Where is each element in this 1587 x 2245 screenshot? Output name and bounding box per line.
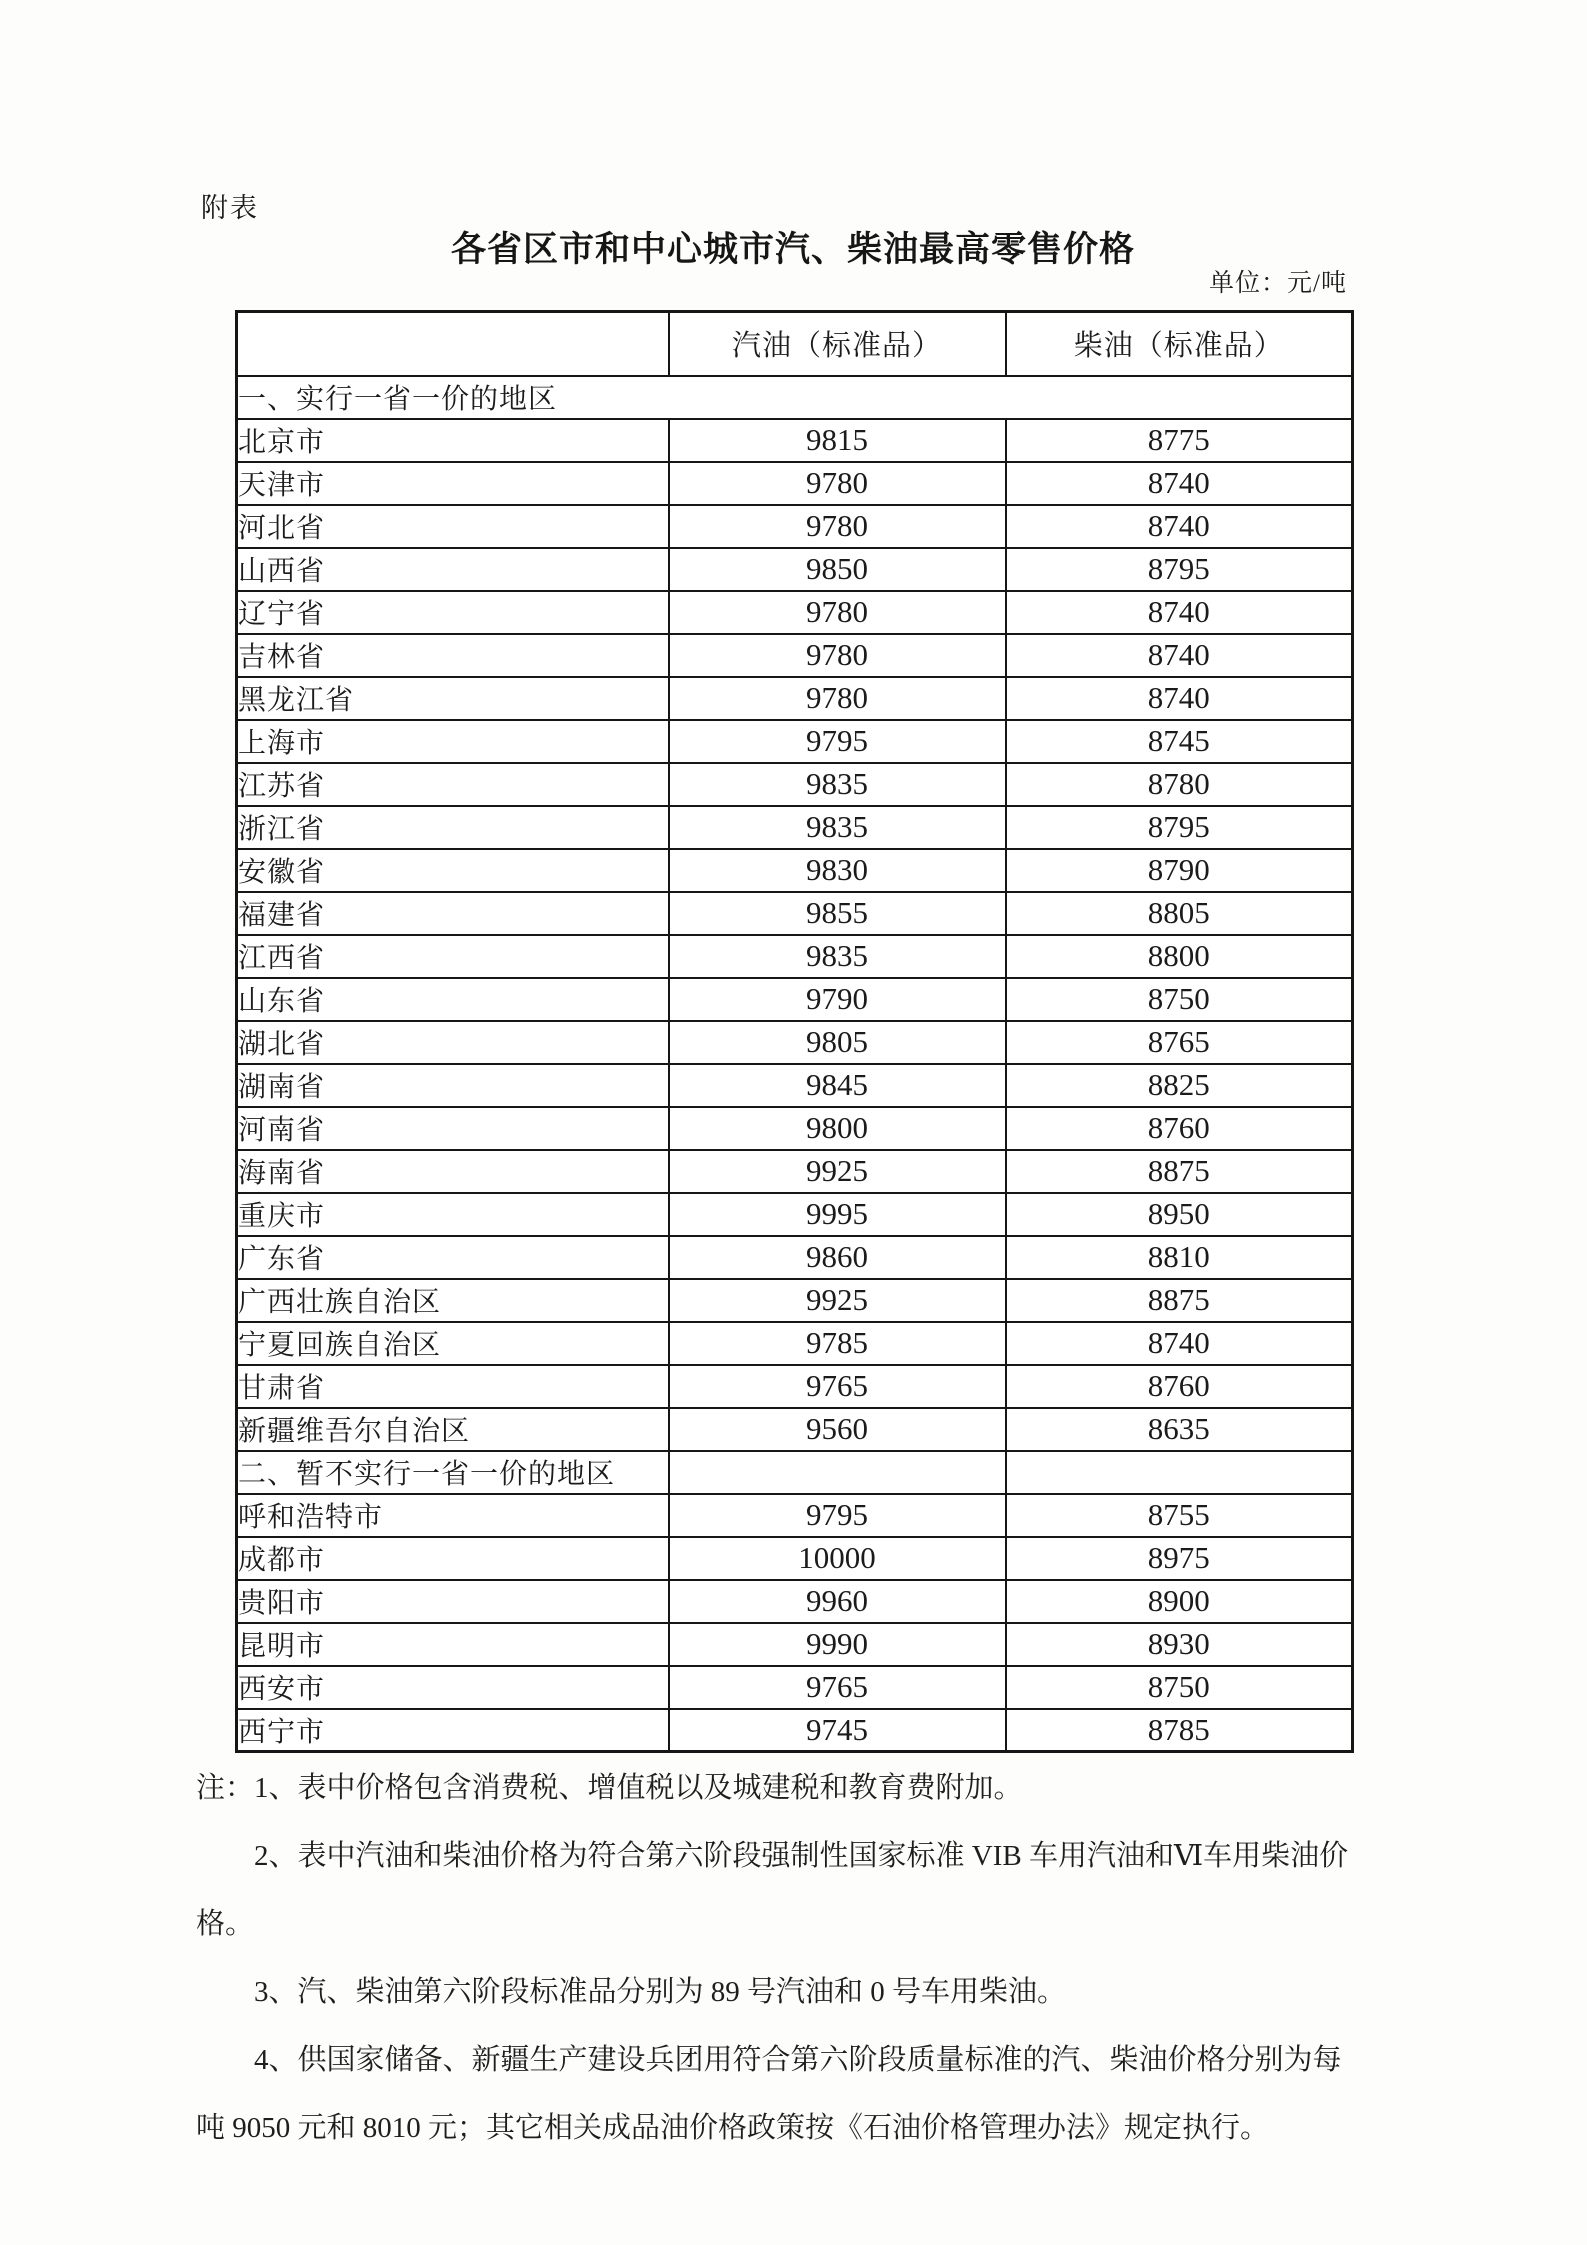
region-name-cell: 广西壮族自治区 — [237, 1279, 669, 1322]
diesel-price-cell: 8765 — [1006, 1021, 1353, 1064]
region-name-cell: 新疆维吾尔自治区 — [237, 1408, 669, 1451]
gasoline-price-cell: 9925 — [669, 1150, 1006, 1193]
column-header-gasoline: 汽油（标准品） — [669, 312, 1006, 376]
gasoline-price-cell: 9780 — [669, 677, 1006, 720]
region-name-cell: 海南省 — [237, 1150, 669, 1193]
diesel-price-cell: 8950 — [1006, 1193, 1353, 1236]
gasoline-price-cell: 9785 — [669, 1322, 1006, 1365]
gasoline-price-cell — [669, 1451, 1006, 1494]
gasoline-price-cell: 9795 — [669, 1494, 1006, 1537]
gasoline-price-cell: 9780 — [669, 505, 1006, 548]
table-row — [237, 1666, 1353, 1709]
table-row — [237, 1064, 1353, 1107]
region-name-cell: 安徽省 — [237, 849, 669, 892]
diesel-price-cell — [1006, 1451, 1353, 1494]
region-name-cell: 贵阳市 — [237, 1580, 669, 1623]
region-name-cell: 西安市 — [237, 1666, 669, 1709]
region-name-cell: 天津市 — [237, 462, 669, 505]
table-row — [237, 548, 1353, 591]
diesel-price-cell: 8750 — [1006, 1666, 1353, 1709]
gasoline-price-cell: 9795 — [669, 720, 1006, 763]
gasoline-price-cell: 9815 — [669, 419, 1006, 462]
region-name-cell: 福建省 — [237, 892, 669, 935]
diesel-price-cell: 8740 — [1006, 1322, 1353, 1365]
diesel-price-cell: 8740 — [1006, 634, 1353, 677]
gasoline-price-cell: 9835 — [669, 935, 1006, 978]
gasoline-price-cell: 9860 — [669, 1236, 1006, 1279]
note-line: 3、汽、柴油第六阶段标准品分别为 89 号汽油和 0 号车用柴油。 — [254, 1976, 1067, 2008]
note-line: 2、表中汽油和柴油价格为符合第六阶段强制性国家标准 VIB 车用汽油和Ⅵ车用柴油价 — [254, 1840, 1349, 1872]
table-row — [237, 1107, 1353, 1150]
diesel-price-cell: 8805 — [1006, 892, 1353, 935]
table-row — [237, 935, 1353, 978]
region-name-cell: 呼和浩特市 — [237, 1494, 669, 1537]
diesel-price-cell: 8740 — [1006, 677, 1353, 720]
gasoline-price-cell: 9835 — [669, 806, 1006, 849]
price-table — [235, 310, 1354, 1753]
region-name-cell: 河北省 — [237, 505, 669, 548]
gasoline-price-cell: 9990 — [669, 1623, 1006, 1666]
region-name-cell: 辽宁省 — [237, 591, 669, 634]
table-row — [237, 1408, 1353, 1451]
diesel-price-cell: 8790 — [1006, 849, 1353, 892]
table-row — [237, 806, 1353, 849]
note-line: 格。 — [196, 1908, 255, 1940]
table-row — [237, 1279, 1353, 1322]
table-row — [237, 462, 1353, 505]
unit-label: 单位：元/吨 — [1209, 270, 1347, 297]
diesel-price-cell: 8750 — [1006, 978, 1353, 1021]
gasoline-price-cell: 9765 — [669, 1666, 1006, 1709]
section-label: 二、暂不实行一省一价的地区 — [237, 1451, 669, 1494]
diesel-price-cell: 8875 — [1006, 1279, 1353, 1322]
gasoline-price-cell: 9835 — [669, 763, 1006, 806]
table-row — [237, 1322, 1353, 1365]
notes-block — [196, 1754, 1436, 2162]
region-name-cell: 广东省 — [237, 1236, 669, 1279]
region-name-cell: 黑龙江省 — [237, 677, 669, 720]
table-row — [237, 1580, 1353, 1623]
region-name-cell: 河南省 — [237, 1107, 669, 1150]
region-name-cell: 宁夏回族自治区 — [237, 1322, 669, 1365]
table-row — [237, 978, 1353, 1021]
region-name-cell: 吉林省 — [237, 634, 669, 677]
gasoline-price-cell: 9780 — [669, 591, 1006, 634]
table-row — [237, 1236, 1353, 1279]
region-name-cell: 山西省 — [237, 548, 669, 591]
note-line: 注：1、表中价格包含消费税、增值税以及城建税和教育费附加。 — [196, 1772, 1023, 1804]
attachment-label: 附表 — [201, 193, 259, 223]
table-row — [237, 892, 1353, 935]
diesel-price-cell: 8800 — [1006, 935, 1353, 978]
diesel-price-cell: 8635 — [1006, 1408, 1353, 1451]
region-name-cell: 重庆市 — [237, 1193, 669, 1236]
diesel-price-cell: 8975 — [1006, 1537, 1353, 1580]
gasoline-price-cell: 9805 — [669, 1021, 1006, 1064]
table-row — [237, 720, 1353, 763]
table-header-row — [237, 312, 1353, 376]
region-name-cell: 昆明市 — [237, 1623, 669, 1666]
table-row — [237, 1623, 1353, 1666]
section-header-row — [237, 376, 1353, 419]
diesel-price-cell: 8930 — [1006, 1623, 1353, 1666]
note-line: 吨 9050 元和 8010 元；其它相关成品油价格政策按《石油价格管理办法》规定执行。 — [196, 2112, 1270, 2144]
page-title: 各省区市和中心城市汽、柴油最高零售价格 — [450, 230, 1135, 269]
table-row — [237, 1150, 1353, 1193]
gasoline-price-cell: 9845 — [669, 1064, 1006, 1107]
gasoline-price-cell: 9780 — [669, 634, 1006, 677]
gasoline-price-cell: 9745 — [669, 1709, 1006, 1752]
gasoline-price-cell: 9925 — [669, 1279, 1006, 1322]
gasoline-price-cell: 9560 — [669, 1408, 1006, 1451]
gasoline-price-cell: 10000 — [669, 1537, 1006, 1580]
region-name-cell: 北京市 — [237, 419, 669, 462]
diesel-price-cell: 8740 — [1006, 591, 1353, 634]
gasoline-price-cell: 9780 — [669, 462, 1006, 505]
section-label: 一、实行一省一价的地区 — [237, 376, 1353, 419]
region-name-cell: 甘肃省 — [237, 1365, 669, 1408]
region-name-cell: 江西省 — [237, 935, 669, 978]
diesel-price-cell: 8825 — [1006, 1064, 1353, 1107]
diesel-price-cell: 8755 — [1006, 1494, 1353, 1537]
region-name-cell: 浙江省 — [237, 806, 669, 849]
diesel-price-cell: 8875 — [1006, 1150, 1353, 1193]
region-name-cell: 湖北省 — [237, 1021, 669, 1064]
table-row — [237, 677, 1353, 720]
diesel-price-cell: 8795 — [1006, 806, 1353, 849]
diesel-price-cell: 8760 — [1006, 1107, 1353, 1150]
table-row — [237, 1537, 1353, 1580]
diesel-price-cell: 8780 — [1006, 763, 1353, 806]
table-row — [237, 1494, 1353, 1537]
table-row — [237, 1193, 1353, 1236]
diesel-price-cell: 8775 — [1006, 419, 1353, 462]
table-row — [237, 849, 1353, 892]
gasoline-price-cell: 9850 — [669, 548, 1006, 591]
diesel-price-cell: 8810 — [1006, 1236, 1353, 1279]
table-row — [237, 1365, 1353, 1408]
region-name-cell: 西宁市 — [237, 1709, 669, 1752]
gasoline-price-cell: 9855 — [669, 892, 1006, 935]
table-row — [237, 1021, 1353, 1064]
gasoline-price-cell: 9790 — [669, 978, 1006, 1021]
table-row — [237, 505, 1353, 548]
table-row — [237, 1709, 1353, 1752]
gasoline-price-cell: 9765 — [669, 1365, 1006, 1408]
region-name-cell: 成都市 — [237, 1537, 669, 1580]
diesel-price-cell: 8760 — [1006, 1365, 1353, 1408]
table-row — [237, 591, 1353, 634]
note-line: 4、供国家储备、新疆生产建设兵团用符合第六阶段质量标准的汽、柴油价格分别为每 — [254, 2044, 1342, 2076]
table-row — [237, 763, 1353, 806]
region-name-cell: 江苏省 — [237, 763, 669, 806]
diesel-price-cell: 8740 — [1006, 462, 1353, 505]
gasoline-price-cell: 9960 — [669, 1580, 1006, 1623]
diesel-price-cell: 8785 — [1006, 1709, 1353, 1752]
gasoline-price-cell: 9830 — [669, 849, 1006, 892]
table-row — [237, 419, 1353, 462]
price-table-body — [237, 376, 1353, 1752]
region-name-cell: 上海市 — [237, 720, 669, 763]
diesel-price-cell: 8795 — [1006, 548, 1353, 591]
gasoline-price-cell: 9995 — [669, 1193, 1006, 1236]
column-header-region — [237, 312, 669, 376]
gasoline-price-cell: 9800 — [669, 1107, 1006, 1150]
diesel-price-cell: 8740 — [1006, 505, 1353, 548]
column-header-diesel: 柴油（标准品） — [1006, 312, 1353, 376]
diesel-price-cell: 8900 — [1006, 1580, 1353, 1623]
table-row — [237, 634, 1353, 677]
section-header-row — [237, 1451, 1353, 1494]
diesel-price-cell: 8745 — [1006, 720, 1353, 763]
region-name-cell: 山东省 — [237, 978, 669, 1021]
region-name-cell: 湖南省 — [237, 1064, 669, 1107]
